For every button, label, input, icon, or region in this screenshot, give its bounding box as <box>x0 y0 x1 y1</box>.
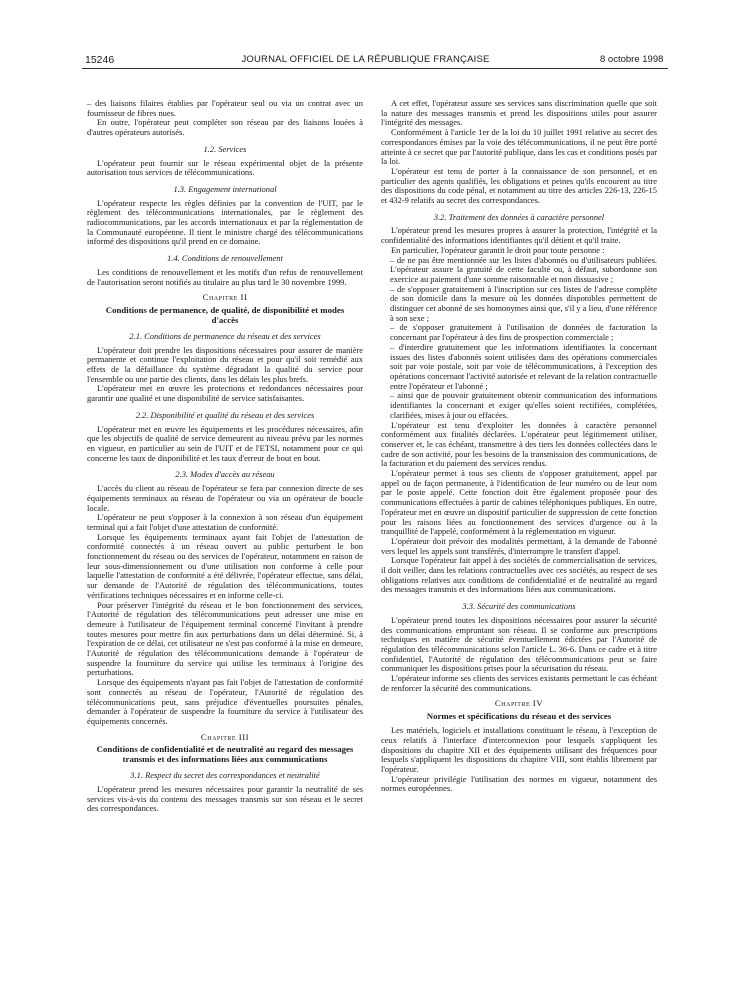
paragraph: – des liaisons filaires établies par l'opérateur seul ou via un contrat avec un fournisseur de fibres nues. <box>87 98 363 118</box>
paragraph: A cet effet, l'opérateur assure ses services sans discrimination quelle que soit la nature des messages transmis et prend les dispositions utiles pour assurer l'intégrité des messages. <box>381 98 657 128</box>
list-item: – de ne pas être mentionnée sur les listes d'abonnés ou d'utilisateurs publiées. L'opérateur assure la gratuité de cette faculté ou, à défaut, subordonne son exercice au paiement d'une somme raisonnable et non dissuasive ; <box>390 254 657 284</box>
paragraph: L'opérateur permet à tous ses clients de s'opposer gratuitement, appel par appel ou de façon permanente, à l'identification de leur numéro ou de leur nom par le poste appelé. Cette fonction doit être également proposée pour des communications effectuées à partir de cabines téléphoniques publiques. En outre, l'opérateur met en œuvre un dispositif particulier de suppression de cette fonction pour les raisons liées au fonctionnement des services d'urgence ou à la tranquillité de l'appelé, conformément à la réglementation en vigueur. <box>381 468 657 537</box>
paragraph: Lorsque l'opérateur fait appel à des sociétés de commercialisation de services, il doit veiller, dans les relations contractuelles avec ces sociétés, au respect de ses obligations relatives aux conditions de confidentialité et de neutralité au regard des messages transmis et des informations liées aux communications. <box>381 555 657 595</box>
left-column <box>87 99 363 814</box>
section-heading: 2.3. Modes d'accès au réseau <box>175 469 275 480</box>
page-number: 15246 <box>85 54 115 66</box>
section-heading: 1.4. Conditions de renouvellement <box>167 253 283 264</box>
list-item: – d'interdire gratuitement que les informations identifiantes la concernant issues des listes d'abonnés soient utilisées dans des opérations commerciales soit par voie postale, soit par voie de télécommunications, à l'exception des opérations concernant l'activité autorisée et relevant de la relation contractuelle entre l'opérateur et l'abonné ; <box>390 341 657 391</box>
issue-date: 8 octobre 1998 <box>600 54 664 65</box>
paragraph: En outre, l'opérateur peut compléter son réseau par des liaisons louées à d'autres opérateurs autorisés. <box>87 117 363 138</box>
paragraph: L'opérateur est tenu d'exploiter les données à caractère personnel conformément aux finalités déclarées. L'opérateur peut légitimement utiliser, conserver et, le cas échéant, transmettre à des tiers les données collectées dans le cadre de son activité, pour les besoins de la transmission des communications, de la facturation et du paiement des services rendus. <box>381 419 657 469</box>
paragraph: L'opérateur privilégie l'utilisation des normes en vigueur, notamment des normes européennes. <box>381 773 657 794</box>
paragraph: Pour préserver l'intégrité du réseau et le bon fonctionnement des services, l'Autorité de régulation des télécommunications peut adresser une mise en demeure à l'utilisateur de l'équipement terminal concerné l'invitant à prendre toutes mesures pour mettre fin aux perturbations dans un délai déterminé. Si, à l'expiration de ce délai, cet utilisateur ne s'est pas conformé à la mise en demeure, l'Autorité de régulation des télécommunications demande à l'opérateur de suspendre la fourniture du service qui utilise les terminaux à l'origine des perturbations. <box>87 599 363 678</box>
paragraph: L'opérateur doit prévoir des modalités permettant, à la demande de l'abonné vers lequel les appels sont transférés, d'interrompre le transfert d'appel. <box>381 535 657 556</box>
chapter-title: Normes et spécifications du réseau et des services <box>426 711 612 722</box>
section-heading: 3.1. Respect du secret des correspondances et neutralité <box>130 770 320 781</box>
section-heading: 2.2. Disponibilité et qualité du réseau et des services <box>135 409 315 420</box>
paragraph: L'opérateur prend toutes les dispositions nécessaires pour assurer la sécurité des communications empruntant son réseau. Il se conforme aux prescriptions techniques en matière de sécurité éventuellement édictées par l'Autorité de régulation des télécommunications selon l'article L. 36-6. Dans ce cadre et à titre confidentiel, l'Autorité de régulation des télécommunications peut se faire communiquer les dispositions prises pour la sécurisation du réseau. <box>381 614 657 674</box>
paragraph: L'opérateur informe ses clients des services existants permettant le cas échéant de renforcer la sécurité des communications. <box>381 673 657 693</box>
journal-title: JOURNAL OFFICIEL DE LA RÉPUBLIQUE FRANÇAISE <box>241 54 490 65</box>
section-heading: 3.2. Traitement des données à caractère personnel <box>433 211 605 222</box>
paragraph: L'opérateur prend les mesures nécessaires pour garantir la neutralité de ses services vis-à-vis du contenu des messages transmis sur son réseau et le secret des correspondances. <box>87 784 363 814</box>
header-rule <box>82 68 668 69</box>
section-heading: 2.1. Conditions de permanence du réseau et des services <box>129 330 321 341</box>
chapter-label: Chapitre IV <box>494 698 544 709</box>
paragraph: L'opérateur est tenu de porter à la connaissance de son personnel, et en particulier des agents qualifiés, les obligations et peines qu'ils encourent au titre des dispositions du code pénal, et notamment au titre des articles 226-13, 226-15 et 432-9 relatifs au secret des correspondances. <box>381 165 657 206</box>
paragraph: Les matériels, logiciels et installations constituant le réseau, à l'exception de ceux relatifs à l'interface d'interconnexion pour lesquels s'appliquent les dispositions du chapitre XII et des équipements utilisant des fréquences pour lesquels s'appliquent les dispositions du chapitre VIII, sont établis librement par l'opérateur. <box>381 725 657 774</box>
section-heading: 1.3. Engagement international <box>173 183 277 194</box>
paragraph: Lorsque des équipements n'ayant pas fait l'objet de l'attestation de conformité sont connectés au réseau de l'opérateur, l'Autorité de régulation des télécommunications peut, sans préjudice d'éventuelles poursuites pénales, demander à l'opérateur de suspendre la fourniture du service à l'utilisateur des équipements concernés. <box>87 677 363 726</box>
paragraph: L'opérateur peut fournir sur le réseau expérimental objet de la présente autorisation tous services de télécommunications. <box>87 157 363 178</box>
paragraph: En particulier, l'opérateur garantit le droit pour toute personne : <box>391 244 605 255</box>
paragraph: Conformément à l'article 1er de la loi du 10 juillet 1991 relative au secret des correspondances émises par la voie des télécommunications, il ne peut être porté atteinte à ce secret que par l'autorité publique, dans les cas et conditions posés par la loi. <box>381 127 657 167</box>
chapter-label: Chapitre III <box>200 731 250 742</box>
right-column <box>381 99 657 794</box>
section-heading: 1.2. Services <box>203 143 247 154</box>
list-item: – de s'opposer gratuitement à l'inscription sur ces listes de l'adresse complète de son domicile dans la mesure où les données disponibles permettent de distinguer cet abonné de ses homonymes ainsi que, s'il y a lieu, d'une référence à son sexe ; <box>390 283 657 323</box>
list-item: – de s'opposer gratuitement à l'utilisation de données de facturation la concernant par l'opérateur à des fins de prospection commerciale ; <box>390 322 657 343</box>
paragraph: L'accès du client au réseau de l'opérateur se fera par connexion directe de ses équipements terminaux au réseau de l'opérateur ou via un opérateur de boucle locale. <box>87 483 363 513</box>
section-heading: 3.3. Sécurité des communications <box>462 601 576 612</box>
paragraph: L'opérateur doit prendre les dispositions nécessaires pour assurer de manière permanente et continue l'exploitation du réseau et pour qu'il soit remédié aux effets de la défaillance du système dégradant la qualité du service pour l'ensemble ou une partie des clients, dans les délais les plus brefs. <box>87 344 363 384</box>
paragraph: L'opérateur respecte les règles définies par la convention de l'UIT, par le règlement des télécommunications internationales, par le règlement des radiocommunications, par les accords internationaux et par la réglementation de la Communauté européenne. Il tient le ministre chargé des télécommunications informé des dispositions qu'il prend en ce domaine. <box>87 197 363 247</box>
paragraph: L'opérateur ne peut s'opposer à la connexion à son réseau d'un équipement terminal qui a fait l'objet d'une attestation de conformité. <box>87 512 363 532</box>
page-header <box>0 54 731 74</box>
paragraph: Lorsque les équipements terminaux ayant fait l'objet de l'attestation de conformité connectés à un réseau ouvert au public perturbent le bon fonctionnement du réseau ou des services de l'opérateur, notamment en raison de leur sous-dimensionnement ou d'une utilisation non conforme à celle pour laquelle l'attestation de conformité a été délivrée, l'opérateur effectue, sans délai, sur demande de l'Autorité de régulation des télécommunications, toutes vérifications techniques nécessaires et en informe celle-ci. <box>87 531 363 600</box>
list-item: – ainsi que de pouvoir gratuitement obtenir communication des informations identifiantes la concernant et exiger qu'elles soient rectifiées, complétées, clarifiées, mises à jour ou effacées. <box>390 390 657 420</box>
paragraph: L'opérateur prend les mesures propres à assurer la protection, l'intégrité et la confidentialité des informations identifiantes qu'il détient et qu'il traite. <box>381 225 657 246</box>
chapter-label: Chapitre II <box>202 292 248 303</box>
paragraph: L'opérateur met en œuvre les équipements et les procédures nécessaires, afin que les objectifs de qualité de service demeurent au niveau prévu par les normes en vigueur, en particulier au sein de l'UIT et de l'ETSI, notamment pour ce qui concerne les taux de disponibilité et les taux d'erreur de bout en bout. <box>87 423 363 463</box>
paragraph: L'opérateur met en œuvre les protections et redondances nécessaires pour garantir une qualité et une disponibilité de service satisfaisantes. <box>87 383 363 404</box>
chapter-title: Conditions de permanence, de qualité, de disponibilité et modes d'accès <box>105 304 345 325</box>
paragraph: Les conditions de renouvellement et les motifs d'un refus de renouvellement de l'autorisation seront notifiés au titulaire au plus tard le 30 novembre 1999. <box>87 266 363 287</box>
chapter-title: Conditions de confidentialité et de neutralité au regard des messages transmis et des informations liées aux communications <box>96 744 354 765</box>
